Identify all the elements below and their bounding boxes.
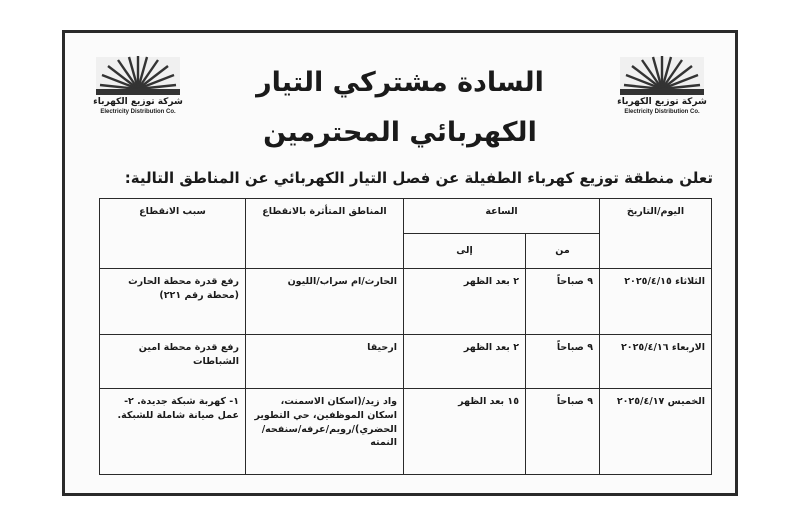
table-row — [100, 335, 712, 389]
cell-time-to: ٢ بعد الظهر — [404, 335, 526, 389]
cell-time-from: ٩ صباحاً — [526, 269, 600, 335]
sunburst-logo-icon — [616, 55, 708, 97]
cell-affected-areas: الحارث/ام سراب/الليون — [246, 269, 404, 335]
company-name-ar: شركة توزيع الكهرباء — [617, 97, 707, 107]
cell-time-to: ١٥ بعد الظهر — [404, 389, 526, 475]
sunburst-logo-icon — [92, 55, 184, 97]
cell-reason: رفع قدرة محطة امين الشباطات — [100, 335, 246, 389]
company-name-en: Electricity Distribution Co. — [100, 109, 176, 115]
outage-schedule-table — [99, 198, 712, 475]
cell-day-date: الخميس ٢٠٢٥/٤/١٧ — [600, 389, 712, 475]
header-time-to: إلى — [404, 234, 526, 269]
cell-affected-areas: واد زيد/(اسكان الاسمنت، اسكان الموظفين، حي التطوير الحضري)/رويم/عرفه/سنفحه/النمته — [246, 389, 404, 475]
notice-title-line2: الكهربائي المحترمين — [263, 117, 537, 148]
company-name-en: Electricity Distribution Co. — [624, 109, 700, 115]
cell-time-from: ٩ صباحاً — [526, 335, 600, 389]
header-reason: سبب الانقطاع — [100, 199, 246, 269]
header-time-from: من — [526, 234, 600, 269]
table-row — [100, 389, 712, 475]
cell-affected-areas: ارحيقا — [246, 335, 404, 389]
header-day-date: اليوم/التاريخ — [600, 199, 712, 269]
table-row — [100, 269, 712, 335]
company-name-ar: شركة توزيع الكهرباء — [93, 97, 183, 107]
cell-time-to: ٢ بعد الظهر — [404, 269, 526, 335]
header-time: الساعة — [404, 199, 600, 234]
cell-day-date: الثلاثاء ٢٠٢٥/٤/١٥ — [600, 269, 712, 335]
cell-reason: رفع قدرة محطة الحارث (محطة رقم ٢٢١) — [100, 269, 246, 335]
notice-title-line1: السادة مشتركي التيار — [256, 67, 544, 98]
cell-day-date: الاربعاء ٢٠٢٥/٤/١٦ — [600, 335, 712, 389]
outage-notice — [62, 30, 738, 496]
company-logo-right — [607, 55, 717, 125]
notice-intro: تعلن منطقة توزيع كهرباء الطفيلة عن فصل التيار الكهربائي عن المناطق التالية: — [124, 169, 713, 187]
cell-time-from: ٩ صباحاً — [526, 389, 600, 475]
header-affected-areas: المناطق المتأثرة بالانقطاع — [246, 199, 404, 269]
cell-reason: ١- كهربة شبكة جديدة. ٢- عمل صيانة شاملة للشبكة. — [100, 389, 246, 475]
company-logo-left — [83, 55, 193, 125]
